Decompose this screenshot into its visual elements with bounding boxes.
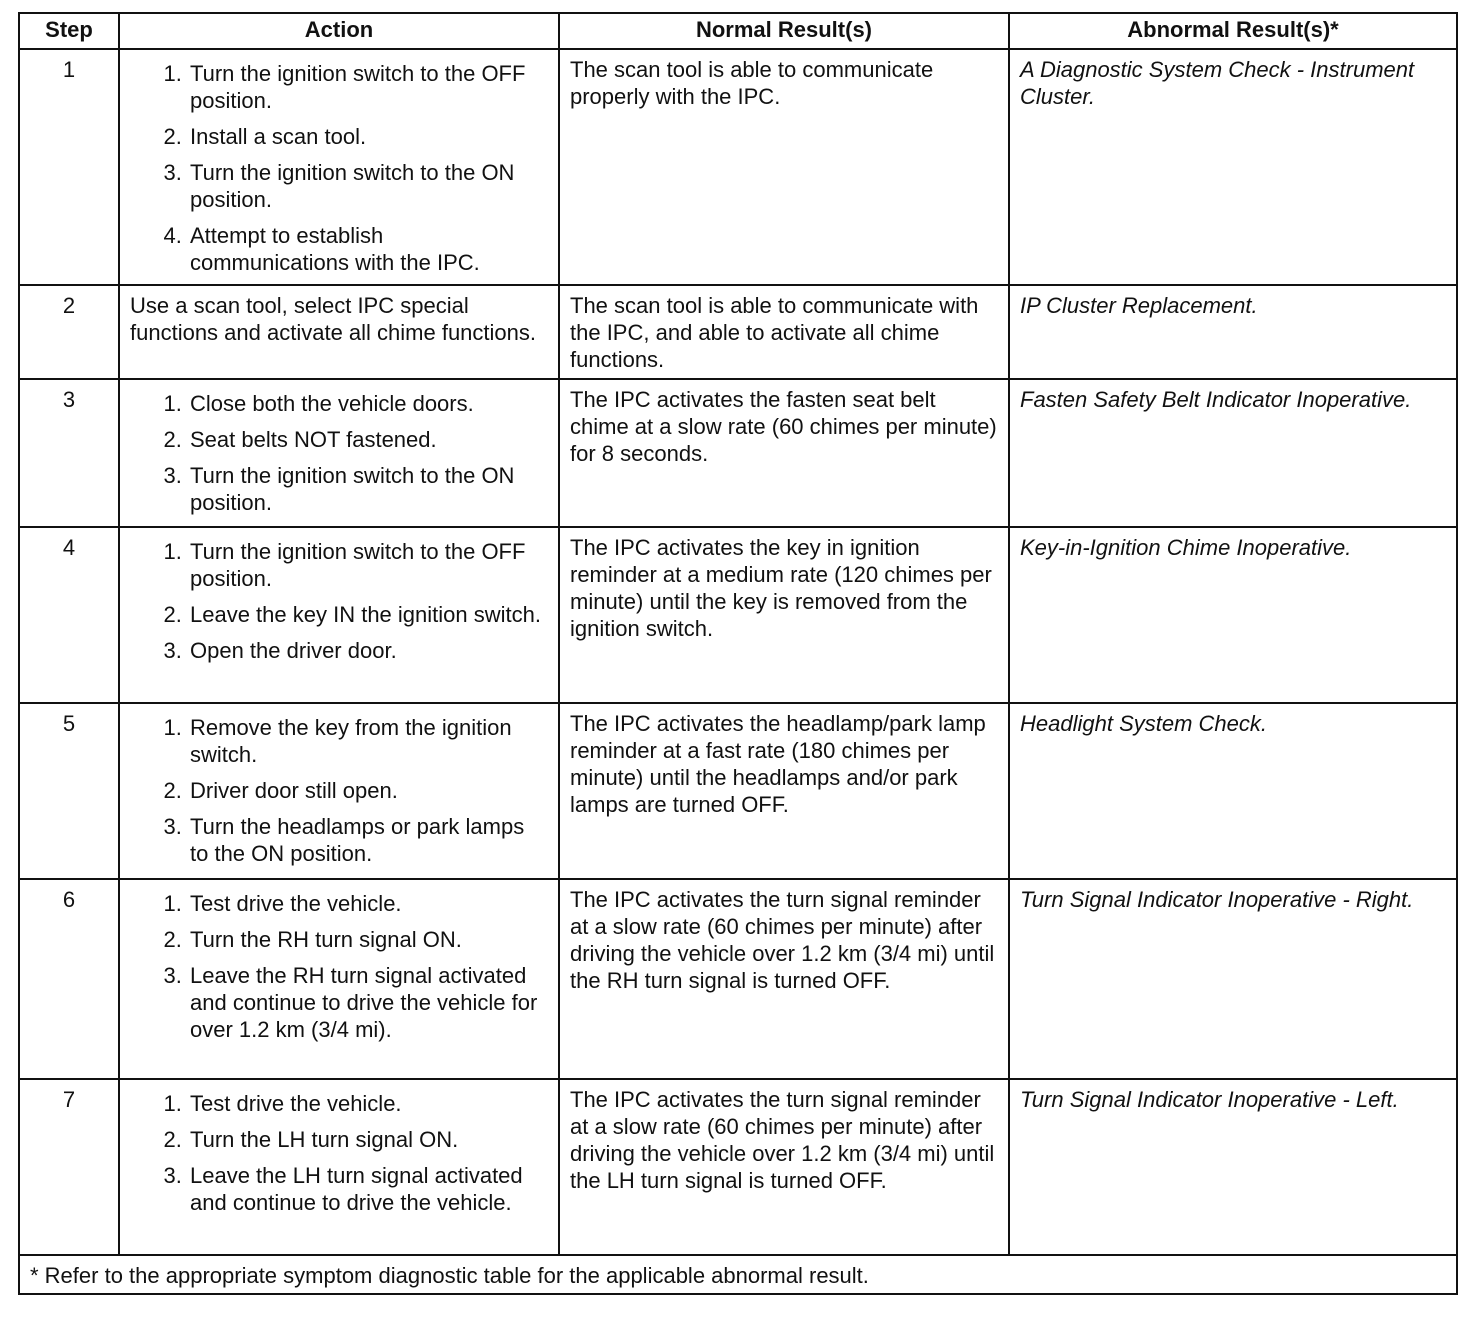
action-cell <box>119 1079 559 1255</box>
action-list <box>130 538 548 664</box>
table-row <box>19 703 1457 879</box>
abnormal-result-cell: A Diagnostic System Check - Instrument Cluster. <box>1009 49 1457 285</box>
abnormal-result-cell: Headlight System Check. <box>1009 703 1457 879</box>
header-action: Action <box>119 13 559 49</box>
normal-result-cell: The IPC activates the turn signal reminder at a slow rate (60 chimes per minute) after driving the vehicle over 1.2 km (3/4 mi) until the RH turn signal is turned OFF. <box>559 879 1009 1079</box>
action-cell <box>119 527 559 703</box>
diagnostic-table <box>18 12 1458 1295</box>
action-list <box>130 390 548 516</box>
action-list <box>130 890 548 1043</box>
action-item: 3. Leave the LH turn signal activated and continue to drive the vehicle. <box>188 1162 548 1216</box>
action-list <box>130 60 548 276</box>
action-cell <box>119 49 559 285</box>
table-row <box>19 527 1457 703</box>
step-number: 2 <box>19 285 119 379</box>
action-cell: Use a scan tool, select IPC special functions and activate all chime functions. <box>119 285 559 379</box>
footnote-row <box>19 1255 1457 1294</box>
table-header-row <box>19 13 1457 49</box>
action-item: 3. Leave the RH turn signal activated and continue to drive the vehicle for over 1.2 km (3/4 mi). <box>188 962 548 1043</box>
normal-result-cell: The scan tool is able to communicate properly with the IPC. <box>559 49 1009 285</box>
action-item: 3. Turn the headlamps or park lamps to the ON position. <box>188 813 548 867</box>
action-item: 2. Seat belts NOT fastened. <box>188 426 548 453</box>
action-item: 2. Driver door still open. <box>188 777 548 804</box>
action-item: 2. Install a scan tool. <box>188 123 548 150</box>
normal-result-cell: The scan tool is able to communicate with the IPC, and able to activate all chime functions. <box>559 285 1009 379</box>
abnormal-result-cell: Key-in-Ignition Chime Inoperative. <box>1009 527 1457 703</box>
action-list <box>130 714 548 867</box>
action-item: 3. Turn the ignition switch to the ON position. <box>188 159 548 213</box>
header-step: Step <box>19 13 119 49</box>
step-number: 1 <box>19 49 119 285</box>
normal-result-cell: The IPC activates the fasten seat belt chime at a slow rate (60 chimes per minute) for 8 seconds. <box>559 379 1009 527</box>
action-list <box>130 1090 548 1216</box>
action-item: 2. Turn the RH turn signal ON. <box>188 926 548 953</box>
action-item: 1. Remove the key from the ignition switch. <box>188 714 548 768</box>
abnormal-result-cell: Turn Signal Indicator Inoperative - Right. <box>1009 879 1457 1079</box>
step-number: 3 <box>19 379 119 527</box>
normal-result-cell: The IPC activates the turn signal reminder at a slow rate (60 chimes per minute) after driving the vehicle over 1.2 km (3/4 mi) until the LH turn signal is turned OFF. <box>559 1079 1009 1255</box>
abnormal-result-cell: IP Cluster Replacement. <box>1009 285 1457 379</box>
diagnostic-table-page <box>18 12 1456 1295</box>
action-item: 4. Attempt to establish communications with the IPC. <box>188 222 548 276</box>
action-cell <box>119 379 559 527</box>
action-item: 2. Turn the LH turn signal ON. <box>188 1126 548 1153</box>
abnormal-result-cell: Fasten Safety Belt Indicator Inoperative. <box>1009 379 1457 527</box>
action-cell <box>119 879 559 1079</box>
step-number: 5 <box>19 703 119 879</box>
action-item: 2. Leave the key IN the ignition switch. <box>188 601 548 628</box>
action-item: 3. Open the driver door. <box>188 637 548 664</box>
table-row <box>19 879 1457 1079</box>
table-row <box>19 49 1457 285</box>
step-number: 6 <box>19 879 119 1079</box>
table-row <box>19 285 1457 379</box>
action-cell <box>119 703 559 879</box>
action-item: 1. Test drive the vehicle. <box>188 1090 548 1117</box>
table-row <box>19 379 1457 527</box>
table-row <box>19 1079 1457 1255</box>
step-number: 4 <box>19 527 119 703</box>
step-number: 7 <box>19 1079 119 1255</box>
normal-result-cell: The IPC activates the key in ignition reminder at a medium rate (120 chimes per minute) until the key is removed from the ignition switch. <box>559 527 1009 703</box>
action-item: 3. Turn the ignition switch to the ON position. <box>188 462 548 516</box>
action-item: 1. Turn the ignition switch to the OFF position. <box>188 60 548 114</box>
action-item: 1. Test drive the vehicle. <box>188 890 548 917</box>
action-item: 1. Close both the vehicle doors. <box>188 390 548 417</box>
footnote: * Refer to the appropriate symptom diagnostic table for the applicable abnormal result. <box>19 1255 1457 1294</box>
header-normal-results: Normal Result(s) <box>559 13 1009 49</box>
abnormal-result-cell: Turn Signal Indicator Inoperative - Left. <box>1009 1079 1457 1255</box>
normal-result-cell: The IPC activates the headlamp/park lamp reminder at a fast rate (180 chimes per minute) until the headlamps and/or park lamps are turned OFF. <box>559 703 1009 879</box>
action-item: 1. Turn the ignition switch to the OFF position. <box>188 538 548 592</box>
header-abnormal-results: Abnormal Result(s)* <box>1009 13 1457 49</box>
